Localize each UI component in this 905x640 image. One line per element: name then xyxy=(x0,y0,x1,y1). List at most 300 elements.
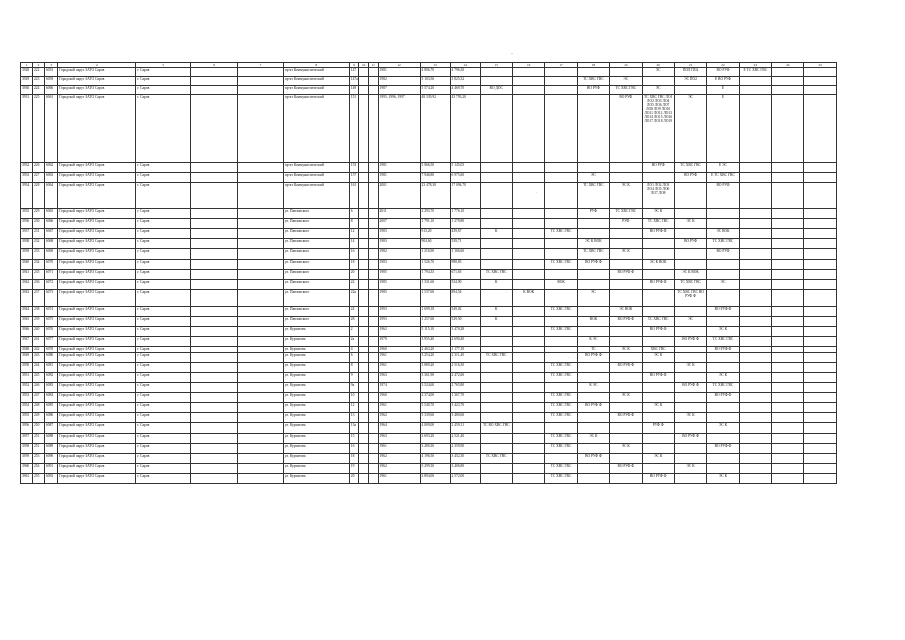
owner-cell: Городской округ ЗАТО Саров xyxy=(58,353,136,363)
value-cell: 6085 xyxy=(45,403,58,413)
status-cell: ВО РУФ Ф xyxy=(610,363,642,373)
value-cell: г. Саров xyxy=(136,317,191,327)
owner-cell: Городской округ ЗАТО Саров xyxy=(58,270,136,280)
status-cell xyxy=(642,363,674,373)
value-cell: 3941 xyxy=(21,270,33,280)
value-cell: 1993 xyxy=(378,317,420,327)
empty-cell xyxy=(359,444,369,454)
status-cell xyxy=(674,249,706,260)
value-cell: 2 472,60 xyxy=(450,373,480,383)
owner-cell: Городской округ ЗАТО Саров xyxy=(58,363,136,373)
page-mark-b: · xyxy=(506,290,508,295)
value-cell: 3943 xyxy=(21,290,33,307)
status-cell xyxy=(577,363,609,373)
value-cell: 5 339,60 xyxy=(420,413,450,423)
value-cell: 3961 xyxy=(21,474,33,484)
owner-cell: Городской округ ЗАТО Саров xyxy=(58,86,136,95)
value-cell: г. Саров xyxy=(136,383,191,393)
status-cell: ТС ХВС ГВС xyxy=(545,229,577,239)
empty-cell xyxy=(368,403,378,413)
status-cell: ЭС xyxy=(577,290,609,307)
status-cell xyxy=(512,434,544,444)
status-cell: ЭС К xyxy=(577,434,609,444)
status-cell xyxy=(480,327,512,337)
value-cell: 6087 xyxy=(45,423,58,434)
status-cell: ВО ДОС xyxy=(480,86,512,95)
value-cell: 6067 xyxy=(45,229,58,239)
owner-cell: Городской округ ЗАТО Саров xyxy=(58,307,136,317)
empty-cell xyxy=(359,464,369,474)
status-cell xyxy=(545,383,577,393)
empty-cell xyxy=(238,270,284,280)
value-cell: 3935 xyxy=(21,209,33,219)
value-cell: 3955 xyxy=(21,413,33,423)
status-cell: ВО РУФ xyxy=(642,163,674,173)
value-cell: 2 xyxy=(349,327,359,337)
value-cell: 8 xyxy=(349,219,359,229)
table-row xyxy=(21,77,837,86)
value-cell: 1962 xyxy=(378,454,420,464)
empty-cell xyxy=(191,86,238,95)
status-cell xyxy=(480,95,512,163)
table-row xyxy=(21,363,837,373)
empty-cell xyxy=(739,423,771,434)
value-cell: г. Саров xyxy=(136,327,191,337)
value-cell: 249 xyxy=(33,413,45,423)
street-cell: ул. Курчатова xyxy=(283,393,349,403)
status-cell xyxy=(512,423,544,434)
value-cell: 1985 xyxy=(378,280,420,290)
status-cell xyxy=(480,183,512,209)
value-cell: 1 791,10 xyxy=(420,219,450,229)
value-cell: 24 xyxy=(349,307,359,317)
column-number: 18 xyxy=(577,63,609,68)
value-cell: 6053 xyxy=(45,68,58,77)
value-cell: 16 xyxy=(349,249,359,260)
empty-cell xyxy=(238,403,284,413)
empty-cell xyxy=(359,68,369,77)
empty-cell xyxy=(191,337,238,347)
value-cell: 149 xyxy=(349,86,359,95)
status-cell: ТС ХВС ГВС xyxy=(545,444,577,454)
street-cell: ул. Павловского xyxy=(283,307,349,317)
value-cell: 3 889,20 xyxy=(420,363,450,373)
empty-cell xyxy=(191,317,238,327)
status-cell xyxy=(610,173,642,183)
status-cell xyxy=(707,260,739,270)
status-cell xyxy=(512,219,544,229)
value-cell: 232 xyxy=(33,239,45,249)
owner-cell: Городской округ ЗАТО Саров xyxy=(58,454,136,464)
value-cell: 20 xyxy=(349,270,359,280)
value-cell: 233 xyxy=(33,249,45,260)
value-cell: г. Саров xyxy=(136,353,191,363)
column-number: 24 xyxy=(772,63,804,68)
empty-cell xyxy=(772,444,804,454)
empty-cell xyxy=(238,434,284,444)
empty-cell xyxy=(772,173,804,183)
status-cell xyxy=(512,454,544,464)
empty-cell xyxy=(238,249,284,260)
status-cell: ТС ХВС ГВС xyxy=(610,209,642,219)
status-cell: ТС xyxy=(577,347,609,353)
status-cell xyxy=(480,434,512,444)
empty-cell xyxy=(238,393,284,403)
empty-cell xyxy=(359,413,369,423)
value-cell: 239 xyxy=(33,317,45,327)
status-cell: РУФ xyxy=(610,219,642,229)
status-cell xyxy=(674,444,706,454)
value-cell: 5 299,30 xyxy=(420,464,450,474)
empty-cell xyxy=(238,464,284,474)
status-cell: ЭС К xyxy=(707,327,739,337)
empty-cell xyxy=(238,68,284,77)
empty-cell xyxy=(368,413,378,423)
empty-cell xyxy=(804,307,837,317)
value-cell: 1 794,35 xyxy=(420,270,450,280)
status-cell xyxy=(480,363,512,373)
status-cell xyxy=(577,229,609,239)
empty-cell xyxy=(739,249,771,260)
empty-cell xyxy=(238,337,284,347)
status-cell xyxy=(642,444,674,454)
value-cell: 3936 xyxy=(21,219,33,229)
status-cell xyxy=(577,270,609,280)
status-cell: ЭС К xyxy=(610,183,642,209)
table-row xyxy=(21,403,837,413)
status-cell: К xyxy=(480,229,512,239)
value-cell: 251 xyxy=(33,434,45,444)
value-cell: 3947 xyxy=(21,337,33,347)
table-row xyxy=(21,327,837,337)
status-cell: ВО РУФ xyxy=(577,86,609,95)
value-cell: 240 xyxy=(33,327,45,337)
empty-cell xyxy=(739,219,771,229)
column-number: 12 xyxy=(378,63,420,68)
status-cell xyxy=(707,434,739,444)
empty-cell xyxy=(191,423,238,434)
status-cell xyxy=(480,249,512,260)
empty-cell xyxy=(804,317,837,327)
value-cell: 3957 xyxy=(21,434,33,444)
status-cell xyxy=(642,413,674,423)
status-cell xyxy=(577,373,609,383)
empty-cell xyxy=(238,219,284,229)
owner-cell: Городской округ ЗАТО Саров xyxy=(58,280,136,290)
status-cell xyxy=(674,423,706,434)
status-cell: ТС ХВС ГВС xyxy=(674,163,706,173)
empty-cell xyxy=(191,249,238,260)
value-cell: 236 xyxy=(33,280,45,290)
empty-cell xyxy=(368,173,378,183)
status-cell: ВО РУФ Ф xyxy=(642,280,674,290)
status-cell xyxy=(610,280,642,290)
status-cell xyxy=(674,183,706,209)
column-number: 9 xyxy=(349,63,359,68)
empty-cell xyxy=(772,95,804,163)
status-cell xyxy=(512,337,544,347)
value-cell: 3 470,28 xyxy=(450,327,480,337)
status-cell: ЭС ВОК xyxy=(707,229,739,239)
street-cell: ул. Курчатова xyxy=(283,347,349,353)
status-cell xyxy=(610,229,642,239)
empty-cell xyxy=(191,444,238,454)
empty-cell xyxy=(359,373,369,383)
value-cell: 1961 xyxy=(378,363,420,373)
empty-cell xyxy=(804,444,837,454)
status-cell: ВОК xyxy=(545,280,577,290)
value-cell: 19 xyxy=(349,464,359,474)
status-cell: ЭС К xyxy=(707,474,739,484)
status-cell: ТС ХВС ГВС xyxy=(707,337,739,347)
empty-cell xyxy=(191,307,238,317)
owner-cell: Городской округ ЗАТО Саров xyxy=(58,209,136,219)
empty-cell xyxy=(368,163,378,173)
empty-cell xyxy=(772,413,804,423)
value-cell: 1983 xyxy=(378,239,420,249)
status-cell: Е ТС ХВС ГВС xyxy=(707,173,739,183)
status-cell: ТС ХВС ГВС ВО РУФ Ф xyxy=(674,290,706,307)
value-cell: г. Саров xyxy=(136,209,191,219)
status-cell xyxy=(577,307,609,317)
status-cell xyxy=(512,209,544,219)
value-cell: 3956 xyxy=(21,423,33,434)
status-cell xyxy=(480,444,512,454)
status-cell: ТС ХВС ГВС xyxy=(545,413,577,423)
status-cell xyxy=(674,209,706,219)
value-cell: 246 xyxy=(33,383,45,393)
table-row xyxy=(21,95,837,163)
owner-cell: Городской округ ЗАТО Саров xyxy=(58,393,136,403)
status-cell: ВО РУФ xyxy=(707,68,739,77)
value-cell: 1 331,60 xyxy=(420,280,450,290)
value-cell: 1960 xyxy=(378,347,420,353)
empty-cell xyxy=(739,317,771,327)
status-cell xyxy=(545,183,577,209)
empty-cell xyxy=(739,403,771,413)
status-cell xyxy=(674,327,706,337)
status-cell xyxy=(545,317,577,327)
empty-cell xyxy=(359,270,369,280)
empty-cell xyxy=(191,280,238,290)
empty-cell xyxy=(804,464,837,474)
empty-cell xyxy=(804,209,837,219)
street-cell: ул. Курчатова xyxy=(283,444,349,454)
value-cell: 3952 xyxy=(21,383,33,393)
status-cell: ТС ХВС ГВС xyxy=(707,239,739,249)
status-cell: ТС ХВС ГВС xyxy=(545,464,577,474)
value-cell: 1 776,10 xyxy=(450,209,480,219)
page-mark-c: · xyxy=(568,355,570,360)
empty-cell xyxy=(191,290,238,307)
street-cell: ул. Павловского xyxy=(283,317,349,327)
empty-cell xyxy=(804,239,837,249)
value-cell: г. Саров xyxy=(136,454,191,464)
value-cell: 3 280,30 xyxy=(420,444,450,454)
value-cell: 3934 xyxy=(21,183,33,209)
status-cell xyxy=(642,337,674,347)
status-cell: ТС ХВС ГВС ЛО1 ЛО2 ЛО3 ЛО4 ЛО5 ЛО6 ЛО7 ЛО8 ЛО9 ЛО10 ЛО11 ЛО12 ЛО13 ЛО14 ЛО15 ЛО16 ЛО17 ЛО18 ЛО19 xyxy=(642,95,674,163)
value-cell: 250 xyxy=(33,423,45,434)
status-cell: ЭС xyxy=(707,280,739,290)
status-cell: ВОК xyxy=(577,317,609,327)
value-cell: 1982 xyxy=(378,77,420,86)
street-cell: ул. Павловского xyxy=(283,290,349,307)
empty-cell xyxy=(739,393,771,403)
owner-cell: Городской округ ЗАТО Саров xyxy=(58,163,136,173)
empty-cell xyxy=(191,434,238,444)
value-cell: 2а xyxy=(349,337,359,347)
owner-cell: Городской округ ЗАТО Саров xyxy=(58,239,136,249)
value-cell: 6069 xyxy=(45,249,58,260)
value-cell: 6 xyxy=(349,209,359,219)
status-cell xyxy=(674,403,706,413)
street-cell: пр-кт Коммунистический xyxy=(283,183,349,209)
empty-cell xyxy=(238,290,284,307)
value-cell: 235 xyxy=(33,270,45,280)
value-cell: 2 516,30 xyxy=(450,363,480,373)
street-cell: ул. Курчатова xyxy=(283,353,349,363)
status-cell xyxy=(512,307,544,317)
value-cell: г. Саров xyxy=(136,474,191,484)
value-cell: 223 xyxy=(33,77,45,86)
status-cell: ТС ХВС ГВС xyxy=(674,280,706,290)
value-cell: г. Саров xyxy=(136,307,191,317)
status-cell xyxy=(610,290,642,307)
status-cell: ВО РУФ Ф xyxy=(577,260,609,270)
status-cell xyxy=(545,337,577,347)
empty-cell xyxy=(804,68,837,77)
value-cell: 3 955,40 xyxy=(420,337,450,347)
value-cell: 3 480,60 xyxy=(450,413,480,423)
value-cell: г. Саров xyxy=(136,413,191,423)
status-cell xyxy=(545,290,577,307)
column-number: 3 xyxy=(45,63,58,68)
value-cell: 1995, 1996, 1997 xyxy=(378,95,420,163)
value-cell: 1 367,70 xyxy=(450,393,480,403)
status-cell xyxy=(610,163,642,173)
value-cell: 1981 xyxy=(378,163,420,173)
status-cell xyxy=(545,173,577,183)
owner-cell: Городской округ ЗАТО Саров xyxy=(58,474,136,484)
status-cell: ВО РУФ xyxy=(610,95,642,163)
page-mark-top: – xyxy=(511,50,513,55)
empty-cell xyxy=(238,183,284,209)
value-cell: г. Саров xyxy=(136,173,191,183)
empty-cell xyxy=(368,260,378,270)
value-cell: 2 463,20 xyxy=(420,347,450,353)
street-cell: ул. Курчатова xyxy=(283,413,349,423)
status-cell: Е ТС ХВС ГВС xyxy=(739,68,771,77)
status-cell: ЭС К ВОК xyxy=(674,270,706,280)
table-row xyxy=(21,413,837,423)
empty-cell xyxy=(238,163,284,173)
status-cell xyxy=(642,383,674,393)
value-cell: 5 103,56 xyxy=(420,77,450,86)
empty-cell xyxy=(238,423,284,434)
status-cell xyxy=(577,327,609,337)
value-cell: 1963 xyxy=(378,373,420,383)
status-cell: ТС ХВС ГВС xyxy=(480,454,512,464)
value-cell: 1974 xyxy=(378,383,420,393)
empty-cell xyxy=(772,77,804,86)
empty-cell xyxy=(772,86,804,95)
value-cell: 549,02 xyxy=(450,307,480,317)
empty-cell xyxy=(804,363,837,373)
owner-cell: Городской округ ЗАТО Саров xyxy=(58,327,136,337)
empty-cell xyxy=(191,464,238,474)
status-cell: ТС ХВС ГВС xyxy=(545,393,577,403)
empty-cell xyxy=(191,327,238,337)
value-cell: 1 699,18 xyxy=(420,307,450,317)
empty-cell xyxy=(804,383,837,393)
column-number: 20 xyxy=(642,63,674,68)
empty-cell xyxy=(191,229,238,239)
value-cell: 5 540,70 xyxy=(420,403,450,413)
value-cell: 231 xyxy=(33,229,45,239)
empty-cell xyxy=(238,229,284,239)
table-row xyxy=(21,249,837,260)
empty-cell xyxy=(359,383,369,393)
status-cell: ВО РУФ Ф xyxy=(577,454,609,464)
empty-cell xyxy=(804,219,837,229)
empty-cell xyxy=(772,403,804,413)
value-cell: 3946 xyxy=(21,327,33,337)
value-cell: 913,20 xyxy=(420,229,450,239)
value-cell: 3 361,90 xyxy=(420,373,450,383)
column-number: 13 xyxy=(420,63,450,68)
status-cell xyxy=(512,77,544,86)
status-cell: ВО РУФ Ф xyxy=(610,413,642,423)
status-cell: ТС ХВС ГВС xyxy=(642,317,674,327)
empty-cell xyxy=(368,474,378,484)
table-row xyxy=(21,464,837,474)
value-cell: 3940 xyxy=(21,260,33,270)
owner-cell: Городской округ ЗАТО Саров xyxy=(58,77,136,86)
value-cell: г. Саров xyxy=(136,77,191,86)
value-cell: 226 xyxy=(33,163,45,173)
value-cell: 1961 xyxy=(378,444,420,454)
status-cell: ВО РУФ Ф xyxy=(674,337,706,347)
status-cell xyxy=(674,229,706,239)
value-cell: 3 406,80 xyxy=(450,464,480,474)
owner-cell: Городской округ ЗАТО Саров xyxy=(58,403,136,413)
status-cell: ЭС К xyxy=(610,347,642,353)
status-cell: ПОЛ ПО2 xyxy=(674,68,706,77)
value-cell: 3 524,60 xyxy=(420,383,450,393)
status-cell: ТС ХВС ГВС xyxy=(577,183,609,209)
empty-cell xyxy=(804,403,837,413)
status-cell xyxy=(480,68,512,77)
status-cell: ТС ВО ХВС ГВС xyxy=(480,423,512,434)
value-cell: 1962 xyxy=(378,327,420,337)
status-cell: ХВС ГВС xyxy=(642,347,674,353)
empty-cell xyxy=(804,163,837,173)
empty-cell xyxy=(359,337,369,347)
value-cell: 6092 xyxy=(45,474,58,484)
value-cell: 2001 xyxy=(378,183,420,209)
empty-cell xyxy=(772,183,804,209)
status-cell: ЭС К xyxy=(674,464,706,474)
status-cell: ВО РУФ xyxy=(707,183,739,209)
value-cell: г. Саров xyxy=(136,337,191,347)
empty-cell xyxy=(238,209,284,219)
empty-cell xyxy=(772,373,804,383)
table-row xyxy=(21,68,837,77)
value-cell: г. Саров xyxy=(136,219,191,229)
street-cell: пр-кт Коммунистический xyxy=(283,173,349,183)
empty-cell xyxy=(368,317,378,327)
